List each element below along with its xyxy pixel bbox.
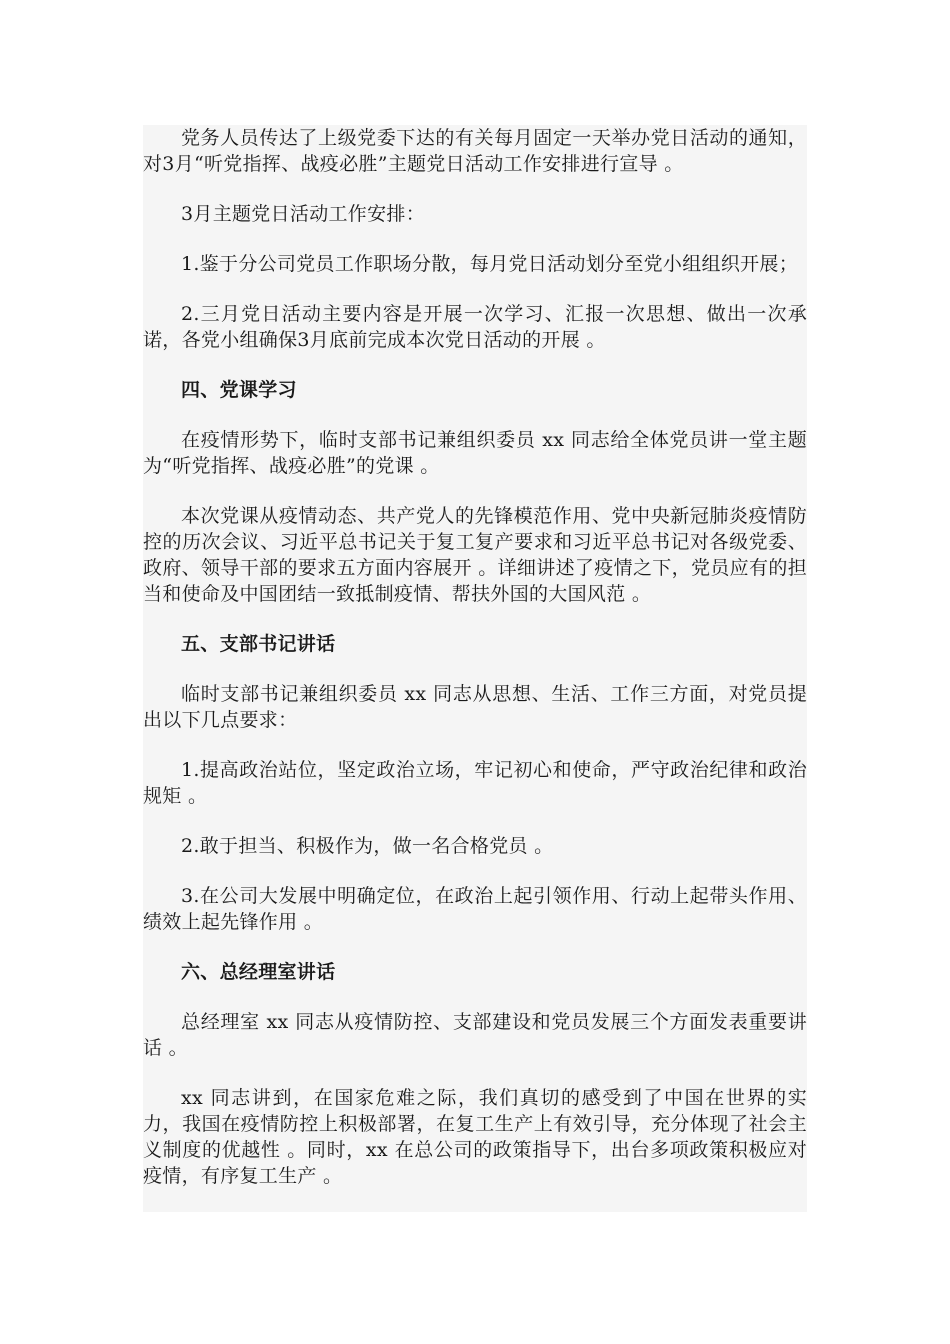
paragraph-arrangement-1: 1.鉴于分公司党员工作职场分散，每月党日活动划分至党小组组织开展； <box>181 253 799 275</box>
section-heading-party-lesson: 四、党课学习 <box>181 379 297 401</box>
paragraph-arrangement-2: 2.三月党日活动主要内容是开展一次学习、汇报一次思想、做出一次承诺，各党小组确保3月底前完成本次党日活动的开展 。 <box>143 303 807 351</box>
paragraph-requirement-1: 1.提高政治站位，坚定政治立场，牢记初心和使命，严守政治纪律和政治规矩 。 <box>143 759 807 807</box>
document-body <box>143 125 807 1212</box>
paragraph-requirement-3: 3.在公司大发展中明确定位，在政治上起引领作用、行动上起带头作用、绩效上起先锋作用 。 <box>143 885 807 933</box>
section-heading-gm-speech: 六、总经理室讲话 <box>181 961 336 983</box>
section-heading-secretary-speech: 五、支部书记讲话 <box>181 633 336 655</box>
paragraph-gm-content: xx 同志讲到，在国家危难之际，我们真切的感受到了中国在世界的实力，我国在疫情防控上积极部署，在复工生产上有效引导，充分体现了社会主义制度的优越性 。同时，xx 在总公司的政策指导下，出台多项政策积极应对疫情，有序复工生产 。 <box>143 1087 807 1187</box>
paragraph-requirement-2: 2.敢于担当、积极作为，做一名合格党员 。 <box>181 835 554 857</box>
paragraph-arrangement-title: 3月主题党日活动工作安排： <box>181 203 425 225</box>
paragraph-notice: 党务人员传达了上级党委下达的有关每月固定一天举办党日活动的通知，对3月“听党指挥、战疫必胜”主题党日活动工作安排进行宣导 。 <box>143 127 807 175</box>
paragraph-secretary-intro: 临时支部书记兼组织委员 xx 同志从思想、生活、工作三方面，对党员提出以下几点要求： <box>143 683 807 731</box>
paragraph-party-lesson-content: 本次党课从疫情动态、共产党人的先锋模范作用、党中央新冠肺炎疫情防控的历次会议、习近平总书记关于复工复产要求和习近平总书记对各级党委、政府、领导干部的要求五方面内容展开 。详细讲述了疫情之下，党员应有的担当和使命及中国团结一致抵制疫情、帮扶外国的大国风范 。 <box>143 505 807 605</box>
paragraph-gm-intro: 总经理室 xx 同志从疫情防控、支部建设和党员发展三个方面发表重要讲话 。 <box>143 1011 807 1059</box>
paragraph-party-lesson-intro: 在疫情形势下，临时支部书记兼组织委员 xx 同志给全体党员讲一堂主题为“听党指挥、战疫必胜”的党课 。 <box>143 429 807 477</box>
